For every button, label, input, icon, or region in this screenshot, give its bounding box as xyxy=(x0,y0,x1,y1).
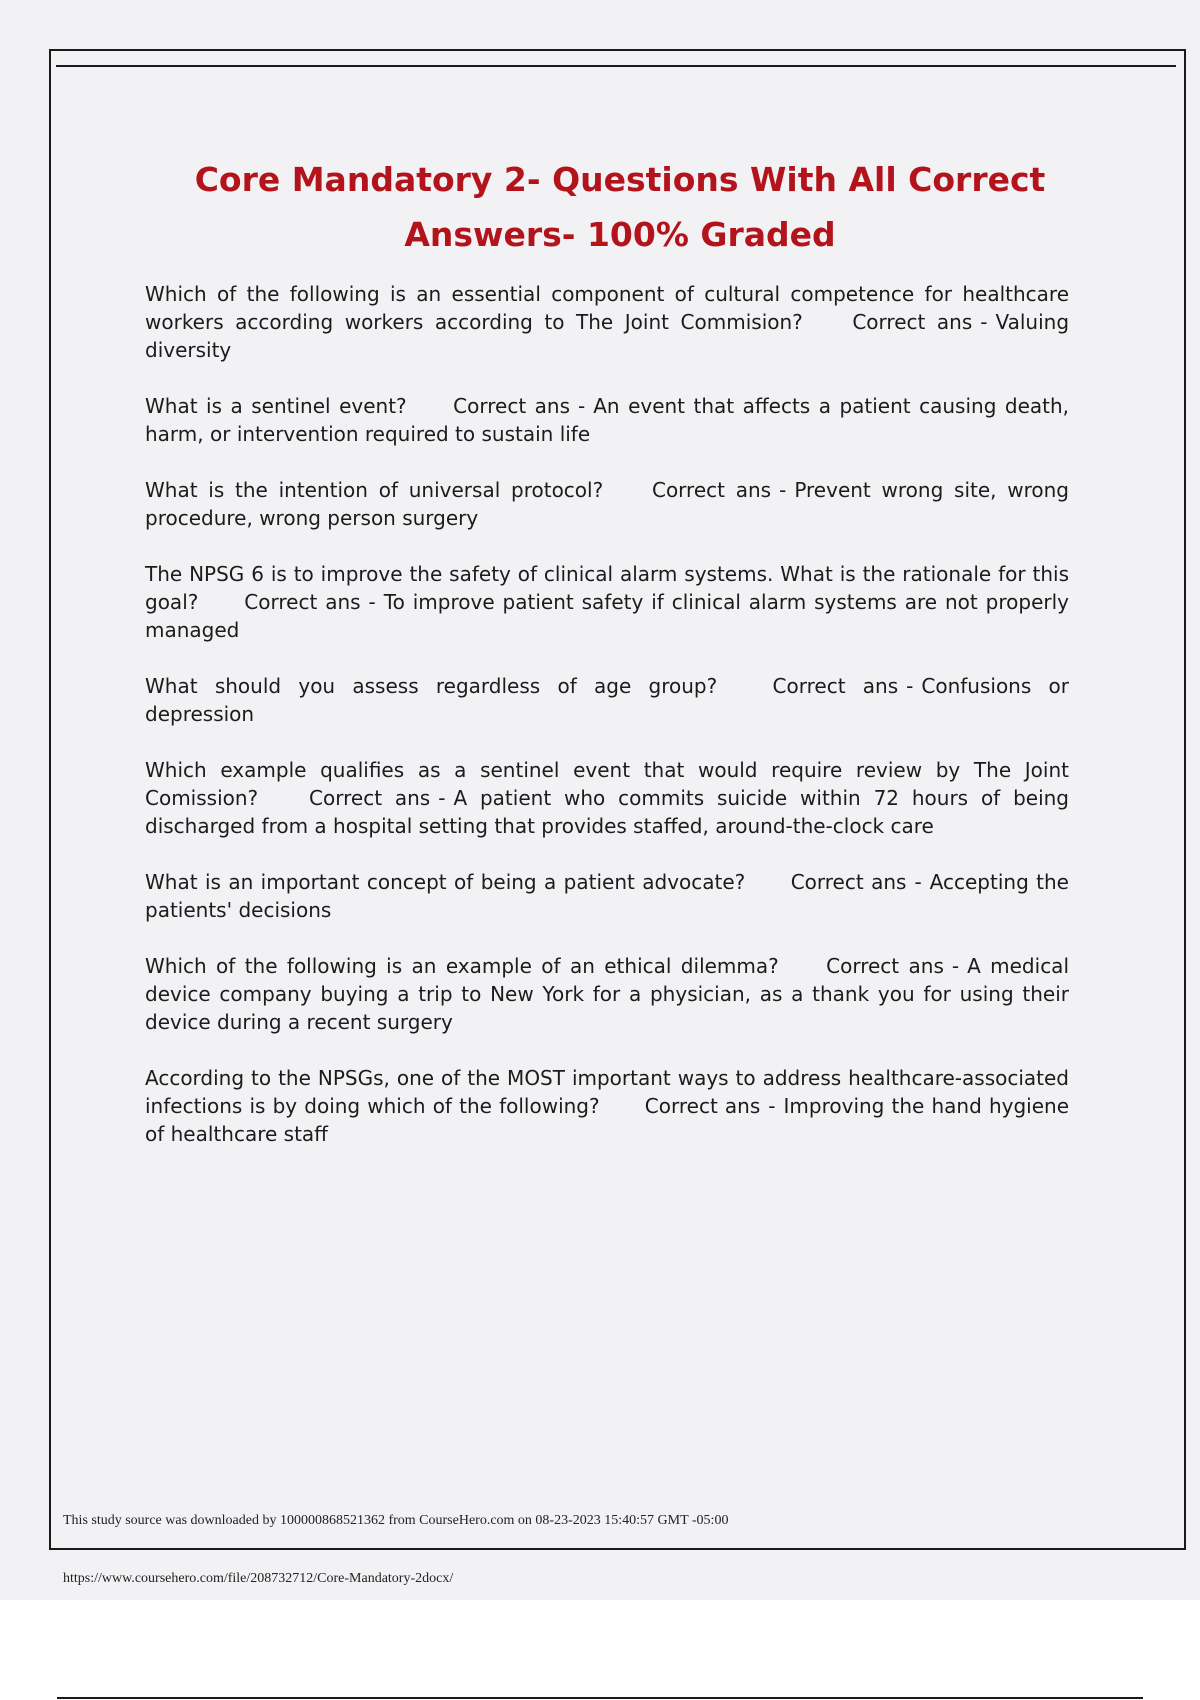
answer-label: Correct ans xyxy=(790,870,907,894)
answer-text: Accepting the patients' decisions xyxy=(145,870,1069,922)
answer-separator: - xyxy=(951,954,960,978)
answer-label: Correct ans xyxy=(651,478,772,502)
answer-text: Improving the hand hygiene of healthcare staff xyxy=(145,1094,1070,1146)
answer-separator: - xyxy=(980,310,988,334)
answer-text: To improve patient safety if clinical alarm systems are not properly managed xyxy=(145,590,1070,642)
answer-text: An event that affects a patient causing death, harm, or intervention required to sustain life xyxy=(145,394,1070,446)
answer-label: Correct ans xyxy=(244,590,361,614)
answer-label: Correct ans xyxy=(772,674,899,698)
question-text: Which of the following is an essential component of cultural competence for healthcare workers according workers according to The Joint Commision? xyxy=(145,282,1069,334)
qa-item xyxy=(145,476,1069,532)
answer-separator: - xyxy=(368,590,376,614)
answer-label: Correct ans xyxy=(852,310,973,334)
question-answer-list xyxy=(145,280,1069,1176)
answer-separator: - xyxy=(906,674,914,698)
question-text: What is a sentinel event? xyxy=(145,394,407,418)
question-text: The NPSG 6 is to improve the safety of clinical alarm systems. What is the rationale for this goal? xyxy=(145,562,1069,614)
question-text: What is an important concept of being a patient advocate? xyxy=(145,870,746,894)
qa-item xyxy=(145,1064,1069,1148)
answer-label: Correct ans xyxy=(644,1094,761,1118)
qa-item xyxy=(145,952,1069,1036)
qa-item xyxy=(145,560,1069,644)
question-text: What is the intention of universal protocol? xyxy=(145,478,604,502)
answer-text: A patient who commits suicide within 72 hours of being discharged from a hospital setting that provides staffed, around-the-clock care xyxy=(145,786,1069,838)
answer-separator: - xyxy=(768,1094,776,1118)
question-text: Which example qualifies as a sentinel event that would require review by The Joint Comission? xyxy=(145,758,1069,810)
answer-label: Correct ans xyxy=(453,394,570,418)
answer-separator: - xyxy=(914,870,922,894)
qa-item xyxy=(145,672,1069,728)
answer-separator: - xyxy=(578,394,586,418)
question-text: Which of the following is an example of an ethical dilemma? xyxy=(145,954,779,978)
bottom-divider xyxy=(57,1697,1143,1699)
question-text: What should you assess regardless of age group? xyxy=(145,674,718,698)
qa-item xyxy=(145,280,1069,364)
document-title: Core Mandatory 2- Questions With All Correct Answers- 100% Graded xyxy=(194,160,1046,254)
answer-text: Confusions or depression xyxy=(145,674,1070,726)
answer-text: A medical device company buying a trip to New York for a physician, as a thank you for using their device during a recent surgery xyxy=(145,954,1069,1034)
answer-separator: - xyxy=(438,786,446,810)
qa-item xyxy=(145,756,1069,840)
question-text: According to the NPSGs, one of the MOST important ways to address healthcare-associated infections is by doing which of the following? xyxy=(145,1066,1069,1118)
answer-label: Correct ans xyxy=(309,786,431,810)
answer-text: Valuing diversity xyxy=(145,310,1070,362)
answer-separator: - xyxy=(779,478,787,502)
qa-item xyxy=(145,392,1069,448)
download-source-note: This study source was downloaded by 100000868521362 from CourseHero.com on 08-23-2023 15:40:57 GMT -05:00 xyxy=(63,1513,729,1528)
qa-item xyxy=(145,868,1069,924)
source-url-note: https://www.coursehero.com/file/208732712/Core-Mandatory-2docx/ xyxy=(63,1571,454,1586)
top-divider xyxy=(56,65,1176,67)
answer-text: Prevent wrong site, wrong procedure, wrong person surgery xyxy=(145,478,1070,530)
answer-label: Correct ans xyxy=(826,954,944,978)
